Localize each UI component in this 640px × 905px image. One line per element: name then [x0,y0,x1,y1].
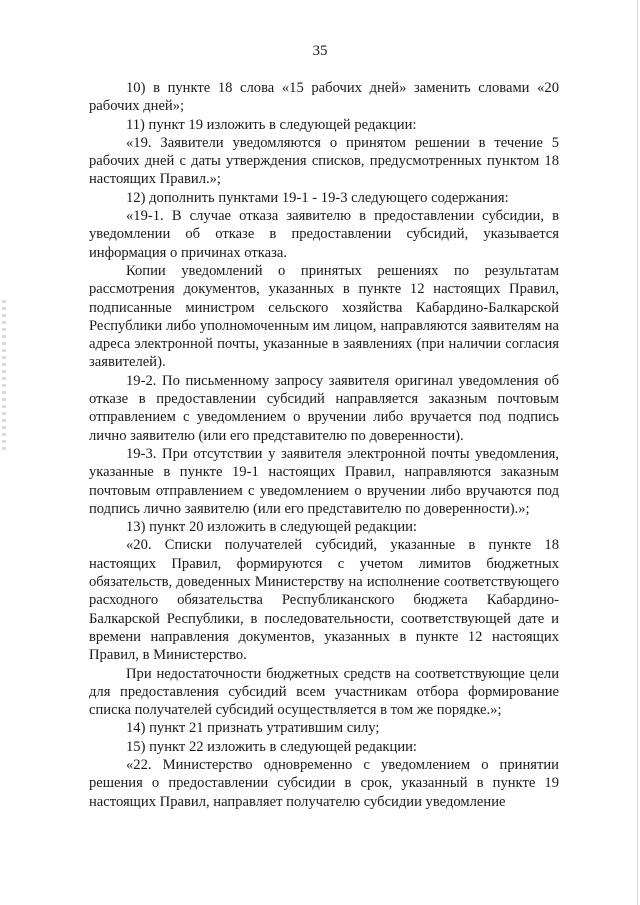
scan-margin-mark [2,300,6,450]
paragraph-item-10: 10) в пункте 18 слова «15 рабочих дней» заменить словами «20 рабочих дней»; [89,80,559,115]
document-body [89,79,559,811]
paragraph-insufficiency: При недостаточности бюджетных средств на соответствующие цели для предоставления субсидий всем участникам отбора формирование списка получателей субсидий осуществляется в том же порядке.»; [89,665,559,719]
paragraph-clause-19-2: 19-2. По письменному запросу заявителя оригинал уведомления об отказе в предоставлении субсидий направляется заказным почтовым отправлением с уведомлением о вручении либо вручается под подпись лично заявителю (или его представителю по доверенности). [89,372,559,444]
paragraph-clause-19-1: «19-1. В случае отказа заявителю в предоставлении субсидии, в уведомлении об отказе в предоставлении субсидий, указывается информация о причинах отказа. [89,208,559,261]
paragraph-item-12: 12) дополнить пунктами 19-1 - 19-3 следующего содержания: [126,189,509,206]
paragraph-item-13: 13) пункт 20 изложить в следующей редакции: [126,519,417,536]
paragraph-item-15: 15) пункт 22 изложить в следующей редакции: [126,738,417,755]
paragraph-clause-20: «20. Списки получателей субсидий, указанные в пункте 18 настоящих Правил, формируются с учетом лимитов бюджетных обязательств, доведенных Министерству на исполнение соответствующего расходного обязательства Республиканского бюджета Кабардино-Балкарской Республики, в последовательности, соответствующей дате и времени направления документов, указанных в пункте 12 настоящих Правил, в Министерство. [89,537,559,664]
paragraph-copies: Копии уведомлений о принятых решениях по результатам рассмотрения документов, указанных в пункте 12 настоящих Правил, подписанные министром сельского хозяйства Кабардино-Балкарской Республики либо уполномоченным им лицом, направляются заявителям на адреса электронной почты, указанные в заявлениях (при наличии согласия заявителей). [89,262,559,371]
paragraph-item-14: 14) пункт 21 признать утратившим силу; [126,720,380,737]
paragraph-clause-22: «22. Министерство одновременно с уведомлением о принятии решения о предоставлении субсидии в срок, указанный в пункте 19 настоящих Правил, направляет получателю субсидии уведомление [89,756,559,810]
paragraph-clause-19: «19. Заявители уведомляются о принятом решении в течение 5 рабочих дней с даты утверждения списков, предусмотренных пунктом 18 настоящих Правил.»; [89,134,559,188]
paragraph-item-11: 11) пункт 19 изложить в следующей редакции: [126,116,417,133]
paragraph-clause-19-3: 19-3. При отсутствии у заявителя электронной почты уведомления, указанные в пункте 19-1 настоящих Правил, направляются заказным почтовым отправлением с уведомлением о вручении либо вручаются под подпись лично заявителю (или его представителю по доверенности).»; [89,445,559,517]
page-number: 35 [312,43,328,59]
page-edge-line [637,0,638,905]
